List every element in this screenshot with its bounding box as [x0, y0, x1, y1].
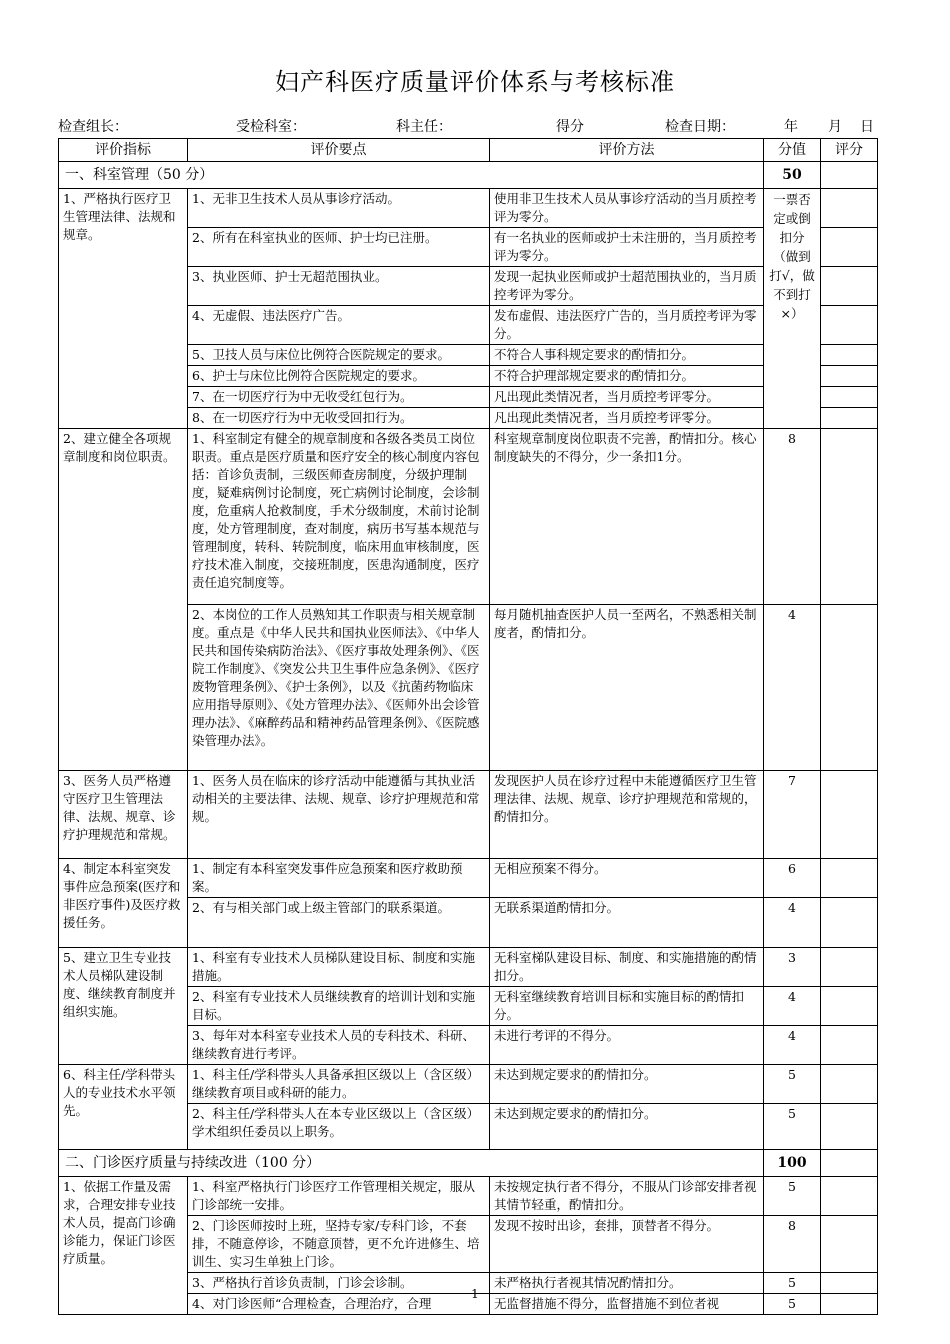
rating-cell[interactable]	[821, 987, 878, 1026]
month-label: 月	[828, 119, 842, 135]
section-title: 二、门诊医疗质量与持续改进（100 分）	[59, 1150, 764, 1177]
indicator-cell: 3、医务人员严格遵守医疗卫生管理法律、法规、规章、诊疗护理规范和常规。	[59, 771, 188, 859]
method-cell: 发现一起执业医师或护士超范围执业的，当月质控考评为零分。	[490, 267, 764, 306]
header-points: 评价要点	[188, 139, 490, 162]
method-cell: 发现医护人员在诊疗过程中未能遵循医疗卫生管理法律、法规、规章、诊疗护理规范和常规的，酌情扣分。	[490, 771, 764, 859]
point-cell: 1、医务人员在临床的诊疗活动中能遵循与其执业活动相关的主要法律、法规、规章、诊疗护理规范和常规。	[188, 771, 490, 859]
rating-cell[interactable]	[821, 605, 878, 771]
rating-cell[interactable]	[821, 1065, 878, 1104]
method-cell: 无相应预案不得分。	[490, 859, 764, 898]
method-cell: 未按规定执行者不得分，不服从门诊部安排者视其情节轻重，酌情扣分。	[490, 1177, 764, 1216]
rating-cell[interactable]	[821, 366, 878, 387]
point-cell: 4、对门诊医师“合理检查，合理治疗，合理	[188, 1294, 490, 1315]
rating-cell[interactable]	[821, 189, 878, 228]
point-cell: 1、科室制定有健全的规章制度和各级各类员工岗位职责。重点是医疗质量和医疗安全的核心制度内容包括：首诊负责制，三级医师查房制度，分级护理制度，疑难病例讨论制度，死亡病例讨论制度，会诊制度，危重病人抢救制度，手术分级制度，术前讨论制度，处方管理制度，查对制度，病历书写基本规范与管理制度，转科、转院制度，临床用血审核制度，医疗技术准入制度，交接班制度，医患沟通制度，医疗责任追究制度等。	[188, 429, 490, 605]
indicator-cell: 2、建立健全各项规章制度和岗位职责。	[59, 429, 188, 771]
dept-director-label: 科主任：	[396, 119, 452, 135]
method-cell: 不符合护理部规定要求的酌情扣分。	[490, 366, 764, 387]
score-cell: 5	[764, 1065, 821, 1104]
score-cell: 5	[764, 1273, 821, 1294]
inspected-dept-label: 受检科室：	[236, 119, 306, 135]
method-cell: 科室规章制度岗位职责不完善，酌情扣分。核心制度缺失的不得分，少一条扣1分。	[490, 429, 764, 605]
section-score: 100	[764, 1150, 821, 1177]
method-cell: 无监督措施不得分，监督措施不到位者视	[490, 1294, 764, 1315]
indicator-cell: 5、建立卫生专业技术人员梯队建设制度、继续教育制度并组织实施。	[59, 948, 188, 1065]
indicator-cell: 1、严格执行医疗卫生管理法律、法规和规章。	[59, 189, 188, 429]
score-cell: 7	[764, 771, 821, 859]
rating-cell[interactable]	[821, 1177, 878, 1216]
table-row	[59, 771, 878, 859]
score-cell: 4	[764, 605, 821, 771]
method-cell: 无科室梯队建设目标、制度、和实施措施的酌情扣分。	[490, 948, 764, 987]
point-cell: 2、门诊医师按时上班，坚持专家/专科门诊，不套排，不随意停诊，不随意顶替，更不允许进修生、培训生、实习生单独上门诊。	[188, 1216, 490, 1273]
point-cell: 1、科室有专业技术人员梯队建设目标、制度和实施措施。	[188, 948, 490, 987]
point-cell: 8、在一切医疗行为中无收受回扣行为。	[188, 408, 490, 429]
year-label: 年	[784, 119, 798, 135]
rating-cell[interactable]	[821, 228, 878, 267]
score-cell: 8	[764, 429, 821, 605]
method-cell: 有一名执业的医师或护士未注册的，当月质控考评为零分。	[490, 228, 764, 267]
method-cell: 凡出现此类情况者，当月质控考评零分。	[490, 387, 764, 408]
rating-cell[interactable]	[821, 1026, 878, 1065]
point-cell: 6、护士与床位比例符合医院规定的要求。	[188, 366, 490, 387]
document-title: 妇产科医疗质量评价体系与考核标准	[275, 68, 675, 96]
header-rating: 评分	[821, 139, 878, 162]
point-cell: 1、无非卫生技术人员从事诊疗活动。	[188, 189, 490, 228]
point-cell: 5、卫技人员与床位比例符合医院规定的要求。	[188, 345, 490, 366]
day-label: 日	[860, 119, 874, 135]
score-cell: 6	[764, 859, 821, 898]
score-cell: 8	[764, 1216, 821, 1273]
section-score: 50	[764, 162, 821, 189]
point-cell: 2、科主任/学科带头人在本专业区级以上（含区级）学术组织任委员以上职务。	[188, 1104, 490, 1150]
point-cell: 3、执业医师、护士无超范围执业。	[188, 267, 490, 306]
rating-cell[interactable]	[821, 387, 878, 408]
rating-cell[interactable]	[821, 345, 878, 366]
header-indicator: 评价指标	[59, 139, 188, 162]
point-cell: 1、制定有本科室突发事件应急预案和医疗救助预案。	[188, 859, 490, 898]
point-cell: 2、科室有专业技术人员继续教育的培训计划和实施目标。	[188, 987, 490, 1026]
point-cell: 1、科主任/学科带头人具备承担区级以上（含区级）继续教育项目或科研的能力。	[188, 1065, 490, 1104]
veto-note-cell: 一票否定或倒扣分（做到打√，做不到打×）	[764, 189, 821, 429]
rating-cell[interactable]	[821, 267, 878, 306]
method-cell: 无联系渠道酌情扣分。	[490, 898, 764, 948]
point-cell: 7、在一切医疗行为中无收受红包行为。	[188, 387, 490, 408]
score-cell: 4	[764, 987, 821, 1026]
inspection-date-label: 检查日期：	[665, 119, 735, 135]
point-cell: 1、科室严格执行门诊医疗工作管理相关规定，服从门诊部统一安排。	[188, 1177, 490, 1216]
rating-cell[interactable]	[821, 408, 878, 429]
table-row	[59, 429, 878, 605]
score-label: 得分	[556, 119, 584, 135]
rating-cell[interactable]	[821, 162, 878, 189]
method-cell: 发布虚假、违法医疗广告的，当月质控考评为零分。	[490, 306, 764, 345]
point-cell: 2、有与相关部门或上级主管部门的联系渠道。	[188, 898, 490, 948]
inspection-leader-label: 检查组长：	[58, 119, 128, 135]
rating-cell[interactable]	[821, 306, 878, 345]
point-cell: 3、严格执行首诊负责制，门诊会诊制。	[188, 1273, 490, 1294]
point-cell: 2、本岗位的工作人员熟知其工作职责与相关规章制度。重点是《中华人民共和国执业医师法》、《中华人民共和国传染病防治法》、《医疗事故处理条例》、《医院工作制度》、《突发公共卫生事件应急条例》、《医疗废物管理条例》、《护士条例》，以及《抗菌药物临床应用指导原则》、《处方管理办法》、《医师外出会诊管理办法》、《麻醉药品和精神药品管理条例》、《医院感染管理办法》。	[188, 605, 490, 771]
table-row	[59, 189, 878, 228]
table-row	[59, 859, 878, 898]
evaluation-table	[58, 138, 878, 1315]
section-row	[59, 162, 878, 189]
score-cell: 4	[764, 1026, 821, 1065]
page-number: 1	[471, 1287, 479, 1301]
score-cell: 4	[764, 898, 821, 948]
point-cell: 3、每年对本科室专业技术人员的专科技术、科研、继续教育进行考评。	[188, 1026, 490, 1065]
score-cell: 5	[764, 1104, 821, 1150]
method-cell: 发现不按时出诊，套排，顶替者不得分。	[490, 1216, 764, 1273]
score-cell: 3	[764, 948, 821, 987]
method-cell: 未严格执行者视其情况酌情扣分。	[490, 1273, 764, 1294]
section-title: 一、科室管理（50 分）	[59, 162, 764, 189]
header-row	[59, 139, 878, 162]
rating-cell[interactable]	[821, 1150, 878, 1177]
point-cell: 2、所有在科室执业的医师、护士均已注册。	[188, 228, 490, 267]
indicator-cell: 1、依据工作量及需求，合理安排专业技术人员，提高门诊确诊能力，保证门诊医疗质量。	[59, 1177, 188, 1315]
rating-cell[interactable]	[821, 1104, 878, 1150]
method-cell: 每月随机抽查医护人员一至两名，不熟悉相关制度者，酌情扣分。	[490, 605, 764, 771]
method-cell: 未进行考评的不得分。	[490, 1026, 764, 1065]
rating-cell[interactable]	[821, 1216, 878, 1273]
method-cell: 未达到规定要求的酌情扣分。	[490, 1104, 764, 1150]
method-cell: 不符合人事科规定要求的酌情扣分。	[490, 345, 764, 366]
method-cell: 使用非卫生技术人员从事诊疗活动的当月质控考评为零分。	[490, 189, 764, 228]
score-cell: 5	[764, 1177, 821, 1216]
point-cell: 4、无虚假、违法医疗广告。	[188, 306, 490, 345]
table-row	[59, 948, 878, 987]
method-cell: 未达到规定要求的酌情扣分。	[490, 1065, 764, 1104]
rating-cell[interactable]	[821, 898, 878, 948]
rating-cell[interactable]	[821, 948, 878, 987]
table-row	[59, 1177, 878, 1216]
score-cell: 5	[764, 1294, 821, 1315]
rating-cell[interactable]	[821, 859, 878, 898]
table-row	[59, 1065, 878, 1104]
rating-cell[interactable]	[821, 429, 878, 605]
method-cell: 无科室继续教育培训目标和实施目标的酌情扣分。	[490, 987, 764, 1026]
indicator-cell: 6、科主任/学科带头人的专业技术水平领先。	[59, 1065, 188, 1150]
header-method: 评价方法	[490, 139, 764, 162]
indicator-cell: 4、制定本科室突发事件应急预案(医疗和非医疗事件)及医疗救援任务。	[59, 859, 188, 948]
header-value: 分值	[764, 139, 821, 162]
section-row	[59, 1150, 878, 1177]
rating-cell[interactable]	[821, 771, 878, 859]
method-cell: 凡出现此类情况者，当月质控考评零分。	[490, 408, 764, 429]
